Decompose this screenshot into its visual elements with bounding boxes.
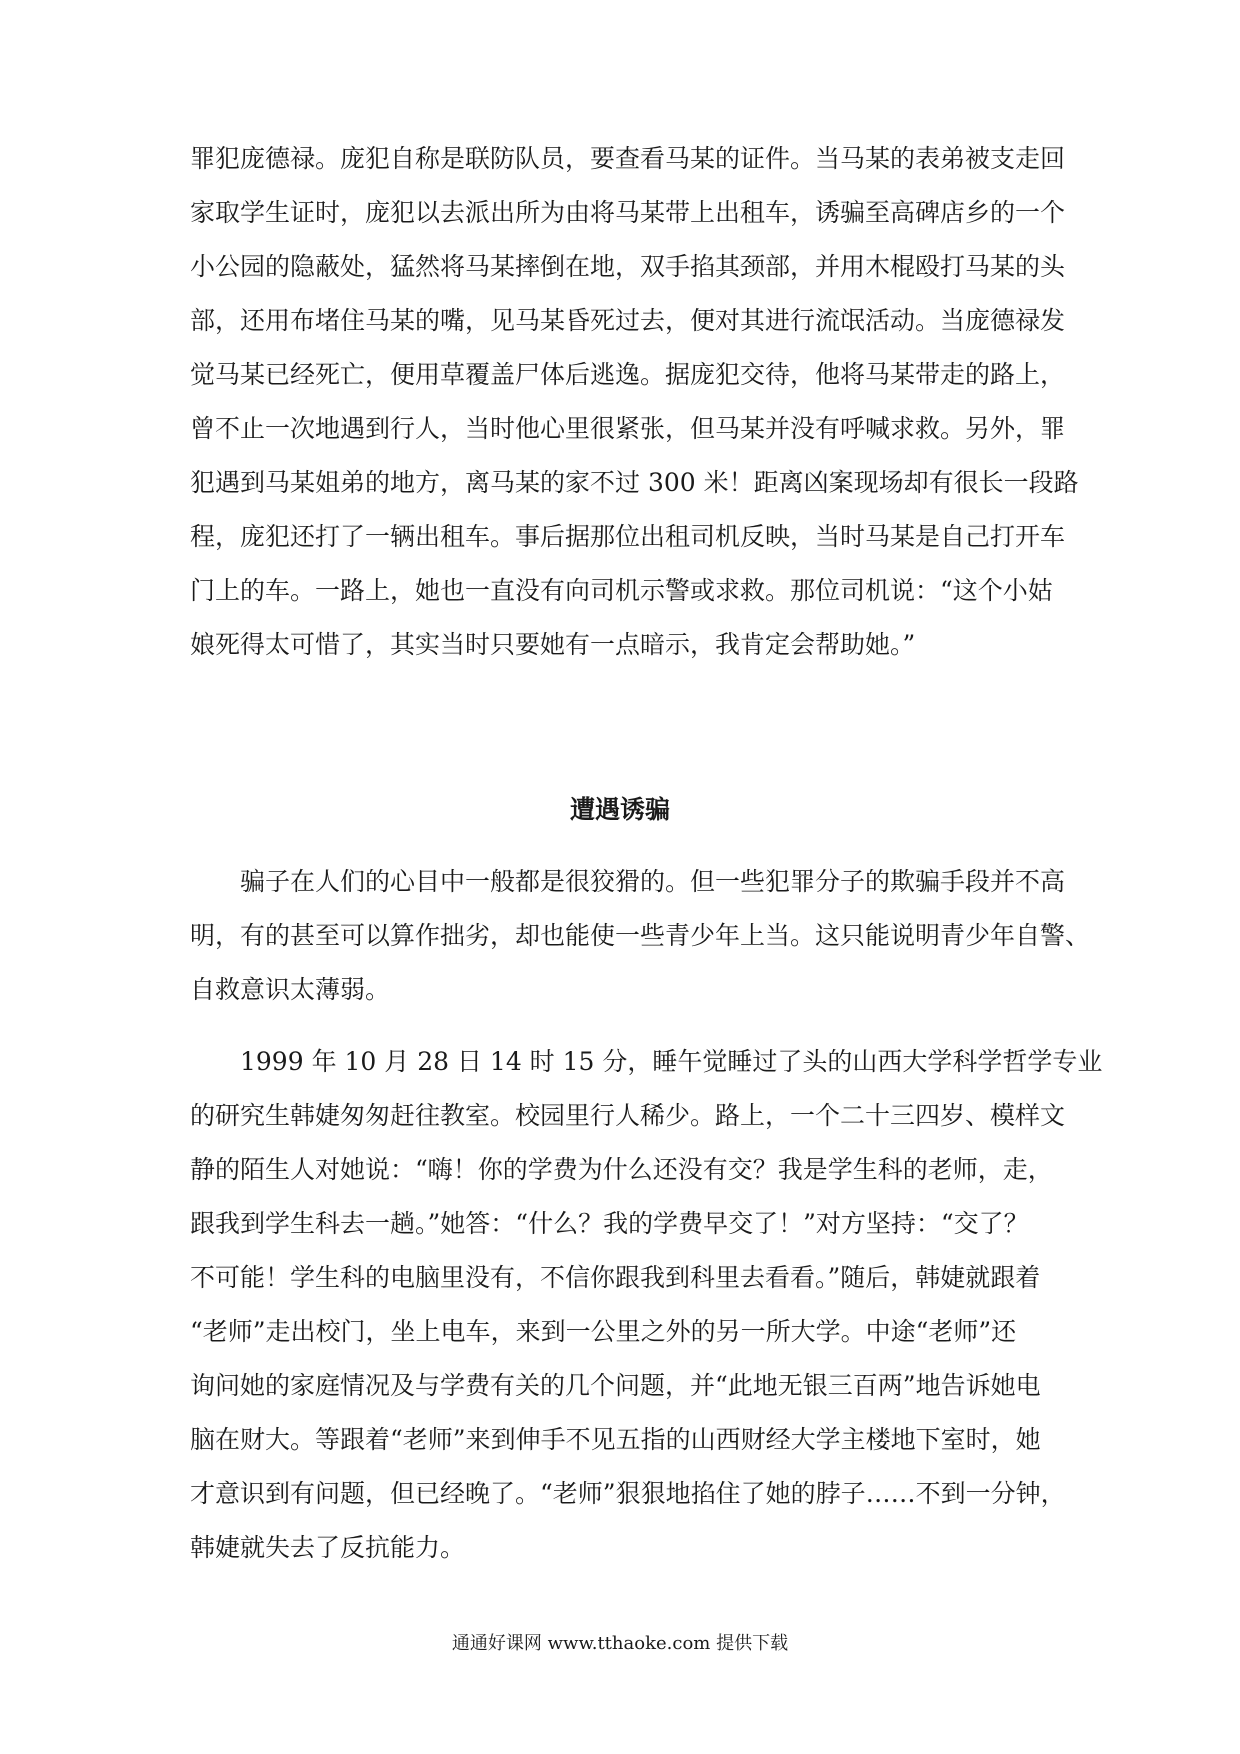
text-line: “老师”走出校门，坐上电车，来到一公里之外的另一所大学。中途“老师”还 [190,1317,1017,1346]
text-line: 罪犯庞德禄。庞犯自称是联防队员，要查看马某的证件。当马某的表弟被支走回 [190,144,1066,173]
text-line: 才意识到有问题，但已经晚了。“老师”狠狠地掐住了她的脖子……不到一分钟， [190,1479,1066,1508]
text-line: 娘死得太可惜了，其实当时只要她有一点暗示，我肯定会帮助她。” [190,630,916,659]
page-footer: 通通好课网 www.tthaoke.com 提供下载 [451,1633,789,1654]
text-line: 韩婕就失去了反抗能力。 [190,1533,466,1562]
text-line: 骗子在人们的心目中一般都是很狡猾的。但一些犯罪分子的欺骗手段并不高 [240,867,1066,896]
text-line: 询问她的家庭情况及与学费有关的几个问题，并“此地无银三百两”地告诉她电 [190,1371,1041,1400]
text-line: 家取学生证时，庞犯以去派出所为由将马某带上出租车，诱骗至高碑店乡的一个 [190,198,1066,227]
section-paragraph-2 [190,1047,1103,1563]
text-line: 门上的车。一路上，她也一直没有向司机示警或求救。那位司机说：“这个小姑 [190,576,1053,605]
text-line: 自救意识太薄弱。 [190,975,391,1004]
text-line: 静的陌生人对她说：“嗨！你的学费为什么还没有交？我是学生科的老师，走， [190,1155,1053,1184]
text-line: 明，有的甚至可以算作拙劣，却也能使一些青少年上当。这只能说明青少年自警、 [190,921,1091,950]
text-line: 觉马某已经死亡，便用草覆盖尸体后逃逸。据庞犯交待，他将马某带走的路上， [190,360,1066,389]
section-title: 遭遇诱骗 [569,795,670,824]
text-line: 程，庞犯还打了一辆出租车。事后据那位出租司机反映，当时马某是自己打开车 [190,522,1066,551]
text-line: 部，还用布堵住马某的嘴，见马某昏死过去，便对其进行流氓活动。当庞德禄发 [190,306,1066,335]
text-line: 犯遇到马某姐弟的地方，离马某的家不过 300 米！距离凶案现场却有很长一段路 [190,468,1079,497]
section-paragraph-1 [190,867,1091,1005]
text-line: 小公园的隐蔽处，猛然将马某摔倒在地，双手掐其颈部，并用木棍殴打马某的头 [190,252,1066,281]
text-line: 跟我到学生科去一趟。”她答：“什么？我的学费早交了！”对方坚持：“交了？ [190,1209,1029,1238]
text-line: 不可能！学生科的电脑里没有，不信你跟我到科里去看看。”随后，韩婕就跟着 [190,1263,1041,1292]
text-line: 的研究生韩婕匆匆赶往教室。校园里行人稀少。路上，一个二十三四岁、模样文 [190,1101,1066,1130]
continuation-paragraph [190,144,1079,660]
text-line: 脑在财大。等跟着“老师”来到伸手不见五指的山西财经大学主楼地下室时，她 [190,1425,1041,1454]
text-line: 1999 年 10 月 28 日 14 时 15 分，睡午觉睡过了头的山西大学科学哲学专业 [240,1047,1103,1076]
text-line: 曾不止一次地遇到行人，当时他心里很紧张，但马某并没有呼喊求救。另外，罪 [190,414,1066,443]
